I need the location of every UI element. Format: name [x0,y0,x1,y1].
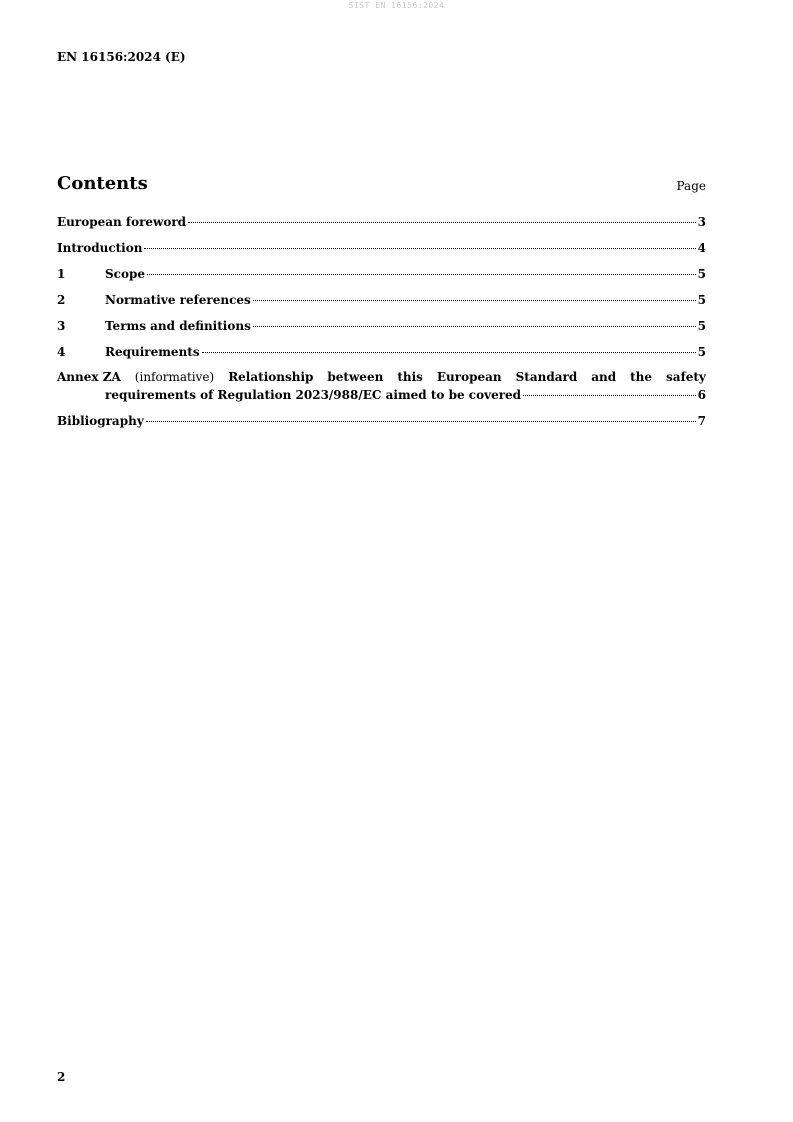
annex-title-word: Standard [515,370,578,384]
toc-entry-label: Scope [105,267,146,281]
toc-entry-european-foreword[interactable] [57,213,706,231]
dot-leader [144,236,695,249]
toc-entry-label: Terms and definitions [105,319,251,333]
annex-title-word: this [397,370,423,384]
document-id: EN 16156:2024 (E) [57,50,186,64]
contents-heading-row [57,172,706,198]
toc-entry-bibliography[interactable] [57,412,706,430]
annex-title-word: safety [666,370,706,384]
toc-entry-page: 5 [697,267,706,281]
dot-leader [202,340,696,353]
dot-leader [147,262,696,275]
annex-title-word: Relationship [228,370,314,384]
toc-entry-number: 4 [57,345,66,359]
toc-entry-label: Bibliography [57,414,144,428]
watermark: SIST EN 16156:2024 [348,1,445,10]
toc-entry-number: 2 [57,293,66,307]
toc-entry-label: Normative references [105,293,251,307]
contents-title: Contents [57,173,148,194]
annex-title-word: the [630,370,653,384]
toc-entry-terms-and-definitions[interactable] [57,317,706,335]
toc-entry-normative-references[interactable] [57,291,706,309]
toc-entry-page: 5 [697,319,706,333]
toc-entry-requirements[interactable] [57,343,706,361]
table-of-contents [57,213,706,438]
toc-entry-annex-za[interactable] [57,369,706,404]
annex-prefix: Annex ZA [57,370,121,384]
toc-entry-page: 5 [697,293,706,307]
annex-title-word: European [436,370,502,384]
annex-informative-tag: (informative) [134,370,215,384]
toc-entry-label: European foreword [57,215,187,229]
dot-leader [146,409,696,422]
toc-entry-introduction[interactable] [57,239,706,257]
toc-entry-label: Requirements [105,345,200,359]
page-number: 2 [57,1070,66,1084]
toc-entry-page: 7 [697,414,706,428]
annex-title-word: between [327,370,384,384]
annex-title-continuation [57,386,706,404]
dot-leader [253,288,696,301]
toc-entry-page: 5 [697,345,706,359]
toc-entry-page: 3 [697,215,706,229]
toc-entry-label: Introduction [57,241,143,255]
toc-entry-number: 3 [57,319,66,333]
dot-leader [253,314,696,327]
toc-entry-number: 1 [57,267,66,281]
dot-leader [523,383,696,396]
annex-title-word: and [591,370,617,384]
toc-entry-page: 4 [697,241,706,255]
page-column-label: Page [676,179,706,193]
toc-entry-page: 6 [697,388,706,402]
toc-entry-scope[interactable] [57,265,706,283]
annex-title-rest: requirements of Regulation 2023/988/EC aimed to be covered [105,388,522,402]
dot-leader [188,210,696,223]
